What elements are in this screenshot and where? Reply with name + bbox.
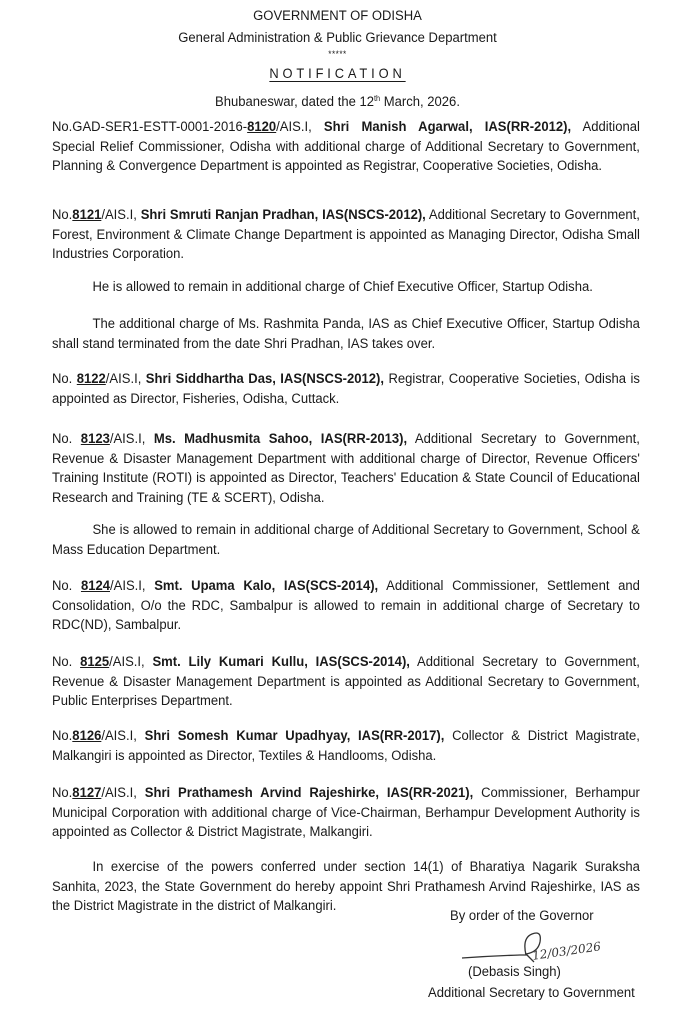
notification-title: NOTIFICATION <box>269 65 406 81</box>
by-order-of-governor: By order of the Governor <box>450 908 594 924</box>
order-8124: No. 8124/AIS.I, Smt. Upama Kalo, IAS(SCS-2014), Additional Commissioner, Settlement and Consolidation, O/o the RDC, Sambalpur is allowed to remain in additional charge of Secretary to RDC(ND), Sambalpur. <box>52 578 640 633</box>
order-8123: No. 8123/AIS.I, Ms. Madhusmita Sahoo, IAS(RR-2013), Additional Secretary to Government, Revenue & Disaster Management Department with additional charge of Director, Revenue Officers' Training Institute (ROTI) is appointed as Director, Teachers' Education & State Council of Educational Research and Training (TE & SCERT), Odisha. <box>52 431 640 506</box>
department-heading: General Administration & Public Grievance Department <box>178 30 497 46</box>
order-8125: No. 8125/AIS.I, Smt. Lily Kumari Kullu, IAS(SCS-2014), Additional Secretary to Government, Revenue & Disaster Management Department is appointed as Additional Secretary to Government, Public Enterprises Department. <box>52 654 640 709</box>
officer-name: Shri Smruti Ranjan Pradhan, IAS(NSCS-2012), <box>140 207 426 223</box>
order-8120: No.GAD-SER1-ESTT-0001-2016-8120/AIS.I, Shri Manish Agarwal, IAS(RR-2012), Additional Special Relief Commissioner, Odisha with additional charge of Additional Secretary to Government, Planning & Convergence Department is appointed as Registrar, Cooperative Societies, Odisha. <box>52 119 640 174</box>
handwritten-signature <box>460 928 620 968</box>
officer-name: Ms. Madhusmita Sahoo, IAS(RR-2013), <box>153 431 408 447</box>
order-number: 8125 <box>80 654 110 670</box>
note-bnss-district-magistrate: In exercise of the powers conferred under section 14(1) of Bharatiya Nagarik Suraksha Sanhita, 2023, the State Government do hereby appoint Shri Prathamesh Arvind Rajeshirke, IAS as the District Magistrate in the district of Malkangiri. <box>52 859 640 914</box>
signatory-name: (Debasis Singh) <box>468 964 561 980</box>
officer-name: Shri Prathamesh Arvind Rajeshirke, IAS(RR-2021), <box>144 785 474 801</box>
note-pradhan-additional-charge: He is allowed to remain in additional charge of Chief Executive Officer, Startup Odisha. <box>92 279 593 295</box>
officer-name: Shri Manish Agarwal, IAS(RR-2012), <box>323 119 572 135</box>
order-number: 8123 <box>80 431 110 447</box>
government-heading: GOVERNMENT OF ODISHA <box>253 8 422 24</box>
officer-name: Shri Siddhartha Das, IAS(NSCS-2012), <box>145 371 385 387</box>
order-8127: No.8127/AIS.I, Shri Prathamesh Arvind Rajeshirke, IAS(RR-2021), Commissioner, Berhampur Municipal Corporation with additional charge of Vice-Chairman, Berhampur Development Authority is appointed as Collector & District Magistrate, Malkangiri. <box>52 785 640 840</box>
order-number: 8122 <box>76 371 106 387</box>
order-8122: No. 8122/AIS.I, Shri Siddhartha Das, IAS(NSCS-2012), Registrar, Cooperative Societies, Odisha is appointed as Director, Fisheries, Odisha, Cuttack. <box>52 371 640 407</box>
officer-name: Shri Somesh Kumar Upadhyay, IAS(RR-2017), <box>144 728 445 744</box>
order-number: 8126 <box>72 728 102 744</box>
order-number: 8124 <box>80 578 111 594</box>
notification-date: Bhubaneswar, dated the 12th March, 2026. <box>215 94 460 110</box>
officer-name: Smt. Lily Kumari Kullu, IAS(SCS-2014), <box>152 654 410 670</box>
signature-stroke <box>462 933 540 962</box>
order-8121: No.8121/AIS.I, Shri Smruti Ranjan Pradhan, IAS(NSCS-2012), Additional Secretary to Government, Forest, Environment & Climate Change Department is appointed as Managing Director, Odisha Small Industries Corporation. <box>52 207 640 262</box>
order-number: 8121 <box>72 207 102 223</box>
officer-name: Smt. Upama Kalo, IAS(SCS-2014), <box>154 578 379 594</box>
note-panda-terminated: The additional charge of Ms. Rashmita Panda, IAS as Chief Executive Officer, Startup Odisha shall stand terminated from the date Shri Pradhan, IAS takes over. <box>52 316 640 352</box>
order-number: 8127 <box>72 785 102 801</box>
signatory-designation: Additional Secretary to Government <box>428 985 635 1001</box>
heading-separator: ***** <box>328 49 347 59</box>
note-sahoo-additional-charge: She is allowed to remain in additional charge of Additional Secretary to Government, School & Mass Education Department. <box>52 522 640 558</box>
order-number: 8120 <box>247 119 277 135</box>
signature-date: 12/03/2026 <box>531 939 602 963</box>
order-8126: No.8126/AIS.I, Shri Somesh Kumar Upadhyay, IAS(RR-2017), Collector & District Magistrate, Malkangiri is appointed as Director, Textiles & Handlooms, Odisha. <box>52 728 640 764</box>
